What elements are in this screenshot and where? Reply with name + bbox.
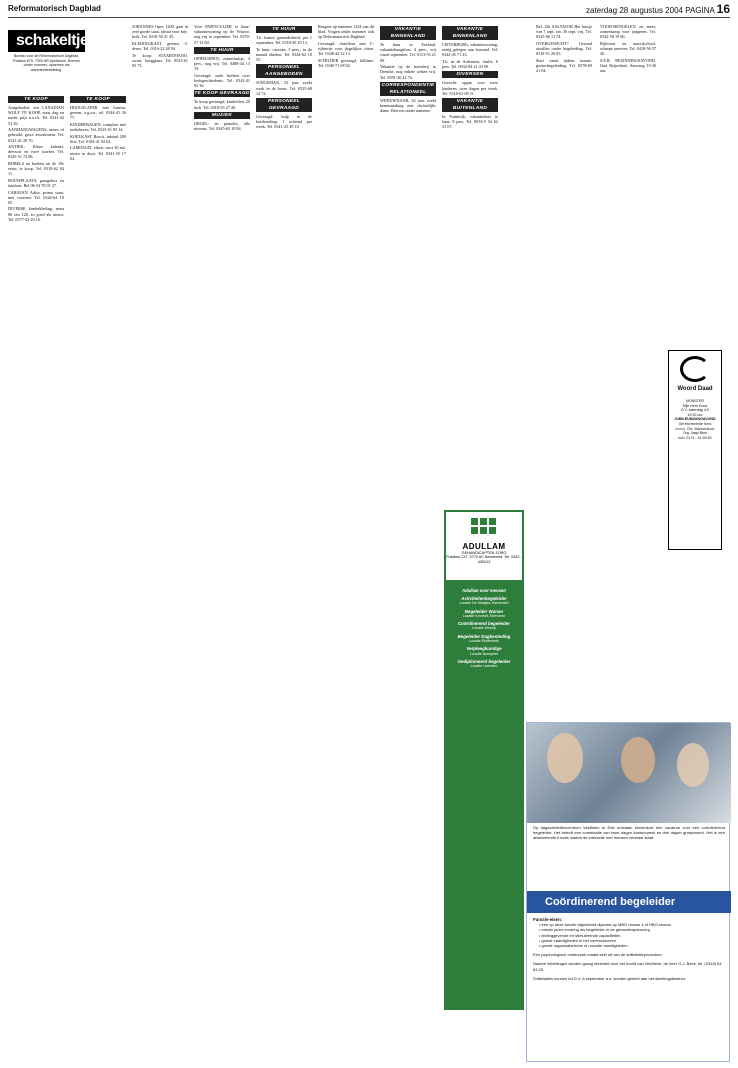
adullam-brand-sub: GEHANDICAPTEN ZORG (461, 551, 507, 555)
adullam-logo-icon (471, 518, 497, 536)
column-8 (442, 24, 498, 504)
page-date: zaterdag 28 augustus 2004 (586, 6, 683, 15)
column-10 (600, 24, 656, 714)
logo-title: schakeltjes (8, 30, 85, 52)
sidebar-line: Org. Jaap Brue (682, 431, 708, 436)
page-date-number (586, 2, 730, 16)
sidebar-line: m.m.v. Chr. Mannenkoor (675, 426, 715, 431)
job-listing: Begeleider Wonen Locatie Keurhof, Ederveen (462, 608, 506, 618)
schakeltjes-logo (8, 24, 97, 86)
newspaper-name: Reformatorisch Dagblad (8, 4, 101, 13)
category-heading: PERSONEEL GEVRAAGD (256, 98, 312, 112)
category-heading: CORRESPONDENTIE RELATIONEEL (381, 82, 435, 95)
ad-text: JONGEMAN, 23 jaar, zoekt werk in de bouw. Tel. 0525-68 14 72. (256, 80, 312, 96)
woord-daad-brand: Woord Daad (677, 386, 713, 392)
ad-text: AANHANGWAGENS, nieuw of gebruikt, groot assortiment. Tel. 0341-41 20 70. (8, 127, 64, 143)
job-listing: Begeleider Dagbesteding Locatie Ridderkerk (457, 633, 511, 644)
category-heading: TE HUUR (194, 47, 250, 54)
ad-text: ANTIEK: Eiken kabinet, dressoir en twee stoelen. Tel. 0345-51 72 88. (8, 144, 64, 160)
ad-text: ORGEL- en pianoles, alle niveaus. Tel. 0345-63 10 84. (194, 120, 250, 131)
ad-text: Voor PARTICULIER te huur: vakantiewoning op de Veluwe, nog vrij in september. Tel. 0578-57 12 60. (194, 24, 250, 45)
ad-text: In Frankrijk, vakantiehuis te huur, 8 pers. Tel. 0033-5 54 62 31 07. (442, 113, 498, 130)
requirements-list (539, 922, 725, 948)
ad-text: Gevraagd: oude boeken over kerkgeschiedenis. Tel. 0342-41 92 36. (194, 72, 250, 89)
category-heading: MUZIEK (194, 112, 250, 119)
requirement-item: • een op deze functie afgestemd diploma op MBO-niveau 4 of HBO-niveau (539, 922, 725, 927)
ad-photo (527, 723, 731, 823)
ad-text: CARAVAN Adria, prima staat, met voortent. Tel. 0344-64 19 05. (8, 189, 64, 205)
requirement-item: • enkele jaren ervaring als begeleider in de gehandicaptenzorg (539, 927, 725, 932)
ad-text: OVERGEWICHT? Gezond afvallen onder begeleiding. Tel. 0318-51 26 83. (536, 40, 592, 57)
woord-daad-logo-icon (680, 356, 710, 382)
job-listing: Coördinerend begeleider Locatie Wezep (458, 621, 510, 631)
ad-text: KOELKAST Bosch, inhoud 200 liter. Tel. 0184-41 92 02. (70, 133, 126, 144)
ad-text: HOOGSLAPER met bureau, grenen, z.g.a.n., tel. 0344-41 26 77. (70, 105, 126, 121)
ad-text: OPHEUSDEN, zomerhuisje, 4 pers., nog vrij. Tel. 0488-44 13 19. (194, 55, 250, 72)
ad-deadline: Sollicitaties kunnen tot D.V. 8 september a.s. worden gericht aan het stichtingsbestuur. (533, 975, 687, 981)
column-5 (256, 24, 312, 1064)
sidebar-line: Mijn Here Koos (682, 403, 708, 408)
category-heading: TE KOOP (70, 96, 126, 103)
category-heading: DIVERSEN (442, 71, 498, 78)
requirements-heading: Functie-eisen: (533, 917, 563, 922)
column-7 (380, 24, 436, 1064)
ad-text: Te koop gevraagd: kinderfiets 20 inch. Tel. 0318-55 27 40. (194, 99, 250, 110)
ad-title: Coördinerend begeleider (527, 891, 731, 913)
ad-text: Gevraagd: hulp in de huishouding, 1 ochtend per week. Tel. 0341-25 49 10. (256, 113, 312, 130)
category-heading: VAKANTIE BUITENLAND (442, 98, 498, 112)
ad-text: Vakantie op de boerderij in Drenthe, nog enkele weken vrij. Tel. 0591-30 42 76. (380, 64, 436, 80)
coordinerend-begeleider-ad (526, 722, 730, 1062)
ad-intro: Op dagactiviteitencentrum Veldheim te Ede ontstaan binnenkort een vacature voor een coördinerend begeleider. Het betreft een combinatie van twee dagen kantoorwerk en drie dagen groepswerk. Het is een afwisselende functie waarin de interactie met mensen centraal staat. (533, 825, 725, 840)
column-4 (194, 24, 250, 1064)
job-listing: Gediplomeerd begeleider Locatie Leerdam (457, 658, 511, 669)
ad-text: KLEDINGKAST, grenen, 3-deurs. Tel. 0316-22 48 94. (132, 40, 188, 52)
sidebar-line: MONSTER (686, 399, 704, 403)
page-label: PAGINA (685, 6, 715, 15)
column-6 (318, 24, 374, 1064)
adullam-logo (446, 512, 522, 580)
ad-text: Rijlessen en autorijschool, scherpe tarieven. Tel. 0418-56 37 20. (600, 40, 656, 57)
sidebar-line: Info: 0174 - 41 65 62 (678, 435, 712, 440)
page-header (8, 4, 730, 18)
ad-text: VOOR-HENGELEN en meer, zomerkamp voor jongeren. Tel. 0342-58 19 66. (600, 24, 656, 40)
adullam-brand: ADULLAM (462, 542, 506, 551)
ad-text: Te huur in Zeeland: vakantiebungalow, 4 pers., vrij vanaf september. Tel. 0113-55 21 09. (380, 42, 436, 63)
ad-contact: Nadere inlichtingen worden graag verstrekt door het hoofd van Veldheim, de heer G.J. Beek, tel. (0318) 64 83 33. (533, 961, 722, 972)
adullam-vacancy-ad (444, 510, 524, 1010)
ad-text: LAMINAAT, eiken, circa 30 m2, nieuw in doos. Tel. 0341-35 17 04. (70, 145, 126, 161)
requirement-item: • goede vaardigheden in het communiceren (539, 938, 725, 943)
sidebar-line: Gereformeerde Kerk (678, 421, 712, 426)
ad-offer: Een psychologisch onderzoek maakt deel uit van de sollicitatieprocedure. (533, 952, 663, 958)
logo-subtitle: Bureau voor de Reformatorisch Dagblad, Postbus 670, 7300 AR Apeldoorn. Brieven onder nummer, opnemen via advertentieafdeling. (12, 54, 81, 72)
ad-body (533, 917, 725, 981)
sidebar-line: 19.30 uur (687, 412, 703, 417)
requirement-item: • leidinggevende en stimulerende capaciteiten (539, 933, 725, 938)
category-heading: VAKANTIE BINNENLAND (442, 26, 498, 40)
ad-text: Te huur: caravan, 5 pers., in de maand oktober. Tel. 0344-62 10 55. (256, 46, 312, 63)
column-2 (70, 94, 126, 1064)
adullam-address: Postbus 137, 3770 AC Barneveld. Tel. 0342 - 430012 (446, 555, 522, 564)
ad-text: Gezocht: oppas voor twee kinderen, twee dagen per week. Tel. 0318-63 08 51. (442, 80, 498, 96)
ad-text: JOHANNES Opes 1200, gaat in zeer goede staat, ideaal voor bijv. kerk. Tel. 0318-50 21 45. (132, 24, 188, 40)
job-listing: Verpleegkundige Locatie Nunspeet (466, 646, 502, 656)
column-1 (8, 94, 64, 1064)
ad-text: Te koop: STAARTPIANO, zwart, hoogglans. Tel. 0523-61 05 73. (132, 52, 188, 69)
ad-text: DIVERSE kinderkleding, maat 86 t/m 128, zo goed als nieuw. Tel. 0577-43 20 16. (8, 206, 64, 222)
adullam-tagline: Adullam voor mensen (462, 588, 506, 593)
ad-text: SCHILDER gevraagd, fulltime. Tel. 0340-71 08 92. (318, 57, 374, 69)
requirement-item: • goede organisatorische en sociale vaardigheden (539, 943, 725, 948)
page-number: 16 (716, 2, 730, 16)
column-9 (536, 24, 592, 714)
ad-text: S.E.R. BEZINNINGSAVOND, Oud Beijerland. Aanvang 19.30 uur. (600, 57, 656, 74)
category-heading: TE HUUR (256, 26, 312, 33)
ad-text: T.h. kamer, gemeubileerd, per 1 september. Tel. 0318-45 29 13. (256, 35, 312, 46)
category-heading: TE KOOP (8, 96, 64, 103)
sidebar-line: JUBILEUMZANGAVOND (674, 417, 716, 422)
job-listing: Activiteitenbegeleider Locatie De Maatjes, Barneveld (459, 596, 509, 606)
ad-text: KINDERWAGEN, compleet met toebehoren. Tel. 0525-61 83 14. (70, 121, 126, 133)
ad-text: LEITERBURG, vakantiewoning, rustig gelegen aan bosrand. Tel. 0342-45 71 23. (442, 42, 498, 58)
ad-text: Gevraagd: chauffeur met C-rijbewijs voor dagelijkse ritten. Tel. 0348-44 32 13. (318, 40, 374, 57)
ad-text: Reageer op nummer 1234 van dit blad. Vragen onder nummer ook op Reformatorisch Dagblad. (318, 24, 374, 40)
woord-daad-ad (668, 350, 722, 550)
category-heading: TE KOOP GEVRAAGD (194, 91, 250, 97)
category-heading: VAKANTIE BINNENLAND (380, 26, 436, 40)
ad-text: Aangeboden: een CANADIAN WOLF TE KOOP, staat dag en nacht, prijs n.o.t.k. Tel. 0341-42 53 36. (8, 105, 64, 126)
ad-text: BOUWPLAATS, garagebox en tuinhuis. Bel 06-54 78 01 37. (8, 177, 64, 189)
ad-text: WEDUWNAAR, 62 jaar, zoekt kennismaking met christelijke dame. Brieven onder nummer. (380, 97, 436, 114)
ad-text: Start vanaf tijdens ruimte, gezinsbegeleiding. Tel. 0578-69 21 04. (536, 57, 592, 74)
ad-text: Bel. 28e SALVATOR Het huisje van 7 sept. t/m 30 sept. vrij. Tel. 0525-66 11 74. (536, 24, 592, 40)
ad-text: T.h. in de Ardennen, chalet, 6 pers. Tel. 0032-84 21 44 90. (442, 58, 498, 70)
category-heading: PERSONEEL AANGEBODEN (256, 64, 312, 78)
column-3 (132, 24, 188, 1064)
sidebar-line: D.V. zaterdag 4-9 (681, 408, 709, 413)
ad-text: BIJBELS en boeken uit de 19e eeuw, te koop. Tel. 0318-62 04 11. (8, 160, 64, 177)
